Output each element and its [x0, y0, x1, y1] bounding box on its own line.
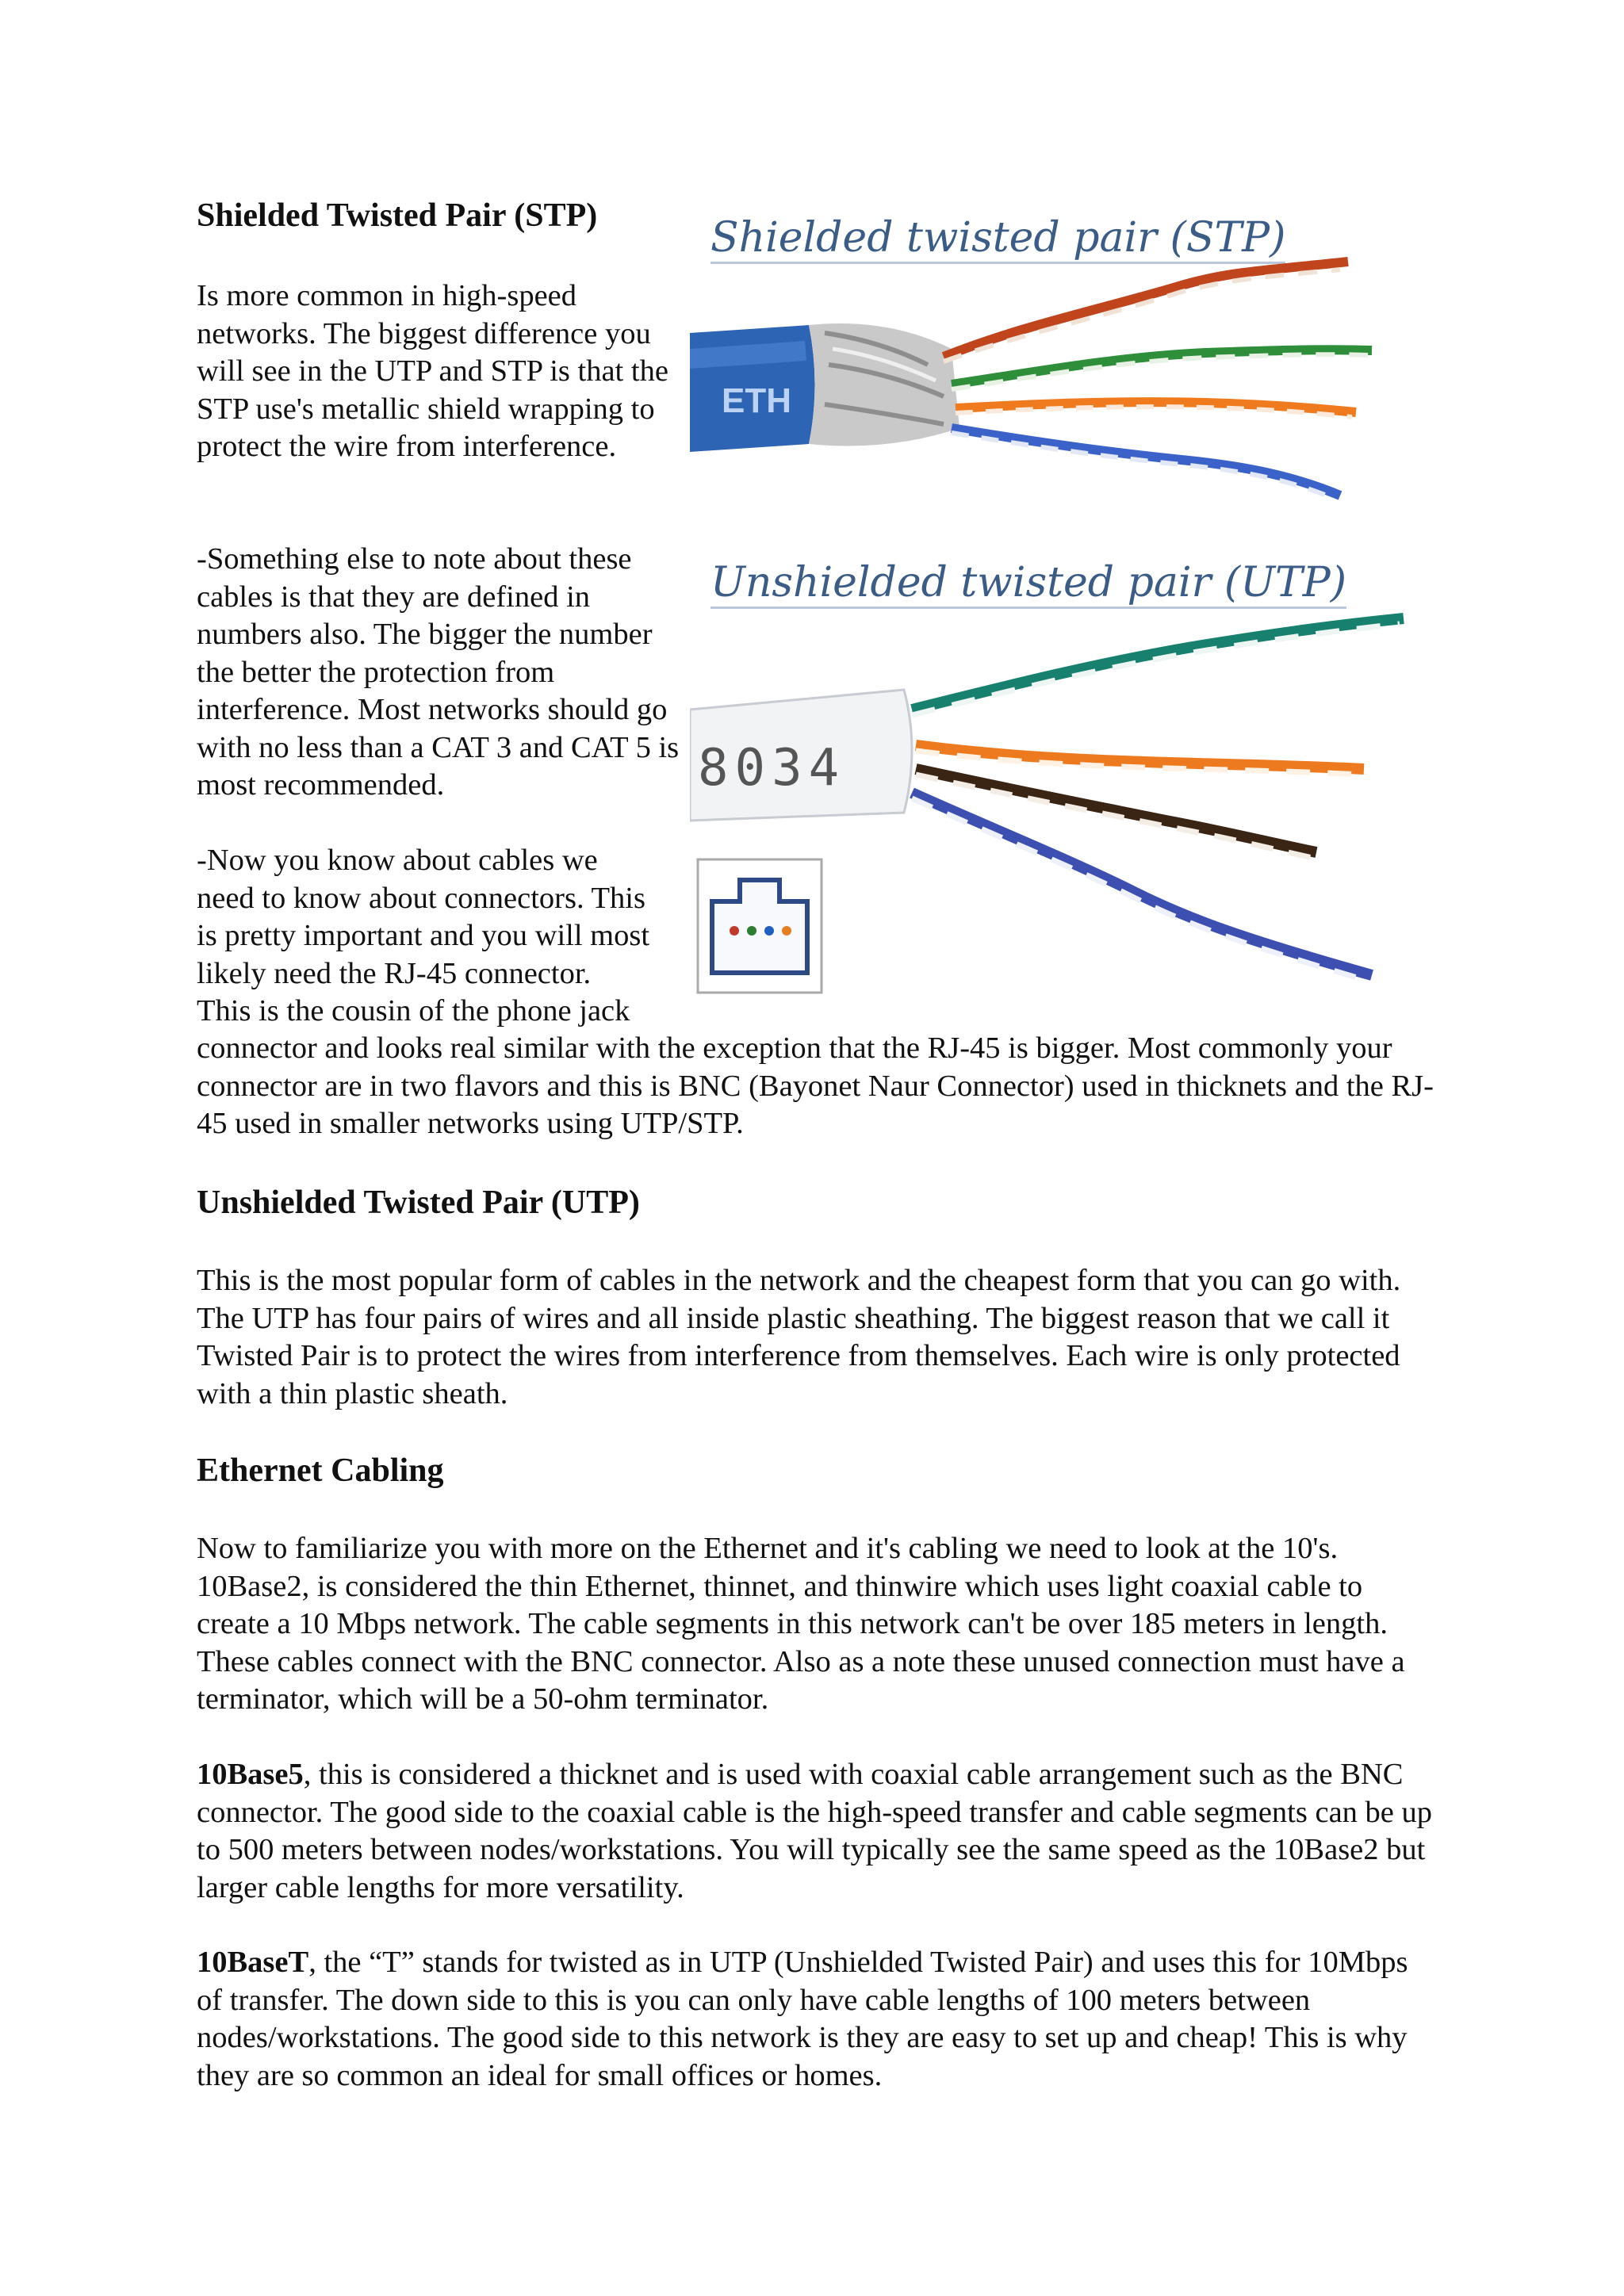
text-line: likely need the RJ-45 connector. — [197, 956, 592, 990]
text-line: This is the cousin of the phone jack — [197, 994, 630, 1027]
utp-jacket-print: 8034 — [698, 739, 846, 798]
10baset-paragraph — [197, 1944, 1434, 2095]
stp-cable-illustration — [690, 214, 1388, 515]
rj45-jack-icon — [696, 858, 823, 994]
10baset-text: , the “T” stands for twisted as in UTP (Unshielded Twisted Pair) and uses this for 10Mbps of transfer. The down side to this is you can only have cable lengths of 100 meters between nodes/workstations. The good side to this network is they are easy to set up and cheap! This is why they are so common an ideal for small offices or homes. — [197, 1946, 1408, 2092]
10base5-text: , this is considered a thicknet and is used with coaxial cable arrangement such as the BNC connector. The good side to the coaxial cable is the high-speed transfer and cable segments can be up to 500 meters between nodes/workstations. You will typically see the same speed as the 10Base2 but larger cable lengths for more versatility. — [197, 1758, 1432, 1904]
connector-paragraph-wrapped-lines — [197, 842, 704, 1031]
stp-paragraph-1: Is more common in high-speed networks. The biggest difference you will see in the UTP and STP is that the STP use's metallic shield wrapping to protect the wire from interference. — [197, 279, 668, 463]
stp-jacket-print: ETH — [722, 381, 791, 420]
utp-paragraph: This is the most popular form of cables in the network and the cheapest form that you can go with. The UTP has four pairs of wires and all inside plastic sheathing. The biggest reason that we call it Twisted Pair is to protect the wires from interference from themselves. Each wire is only protected with a thin plastic sheath. — [197, 1264, 1401, 1410]
stp-figure-label: Shielded twisted pair (STP) — [710, 214, 1285, 264]
10base5-paragraph — [197, 1756, 1434, 1907]
text-line: need to know about connectors. This — [197, 881, 645, 915]
ethernet-paragraph-1: Now to familiarize you with more on the Ethernet and it's cabling we need to look at the 10's. 10Base2, is considered the thin Ethernet, thinnet, and thinwire which uses light coaxial cable to create a 10 Mbps network. The cable segments in this network can't be over 185 meters in length. These cables connect with the BNC connector. Also as a note these unused connection must have a terminator, which will be a 50-ohm terminator. — [197, 1532, 1405, 1716]
utp-figure-label: Unshielded twisted pair (UTP) — [710, 559, 1346, 609]
heading-stp: Shielded Twisted Pair (STP) — [197, 197, 598, 234]
text-line: -Now you know about cables we — [197, 844, 598, 877]
term-10base5: 10Base5 — [197, 1758, 304, 1791]
text-line: is pretty important and you will most — [197, 919, 650, 952]
stp-paragraph-2: -Something else to note about these cables is that they are defined in numbers also. The bigger the number the better the protection from interference. Most networks should go with no less than a CAT 3 and CAT 5 is most recommended. — [197, 542, 680, 802]
rj45-connector-icon — [696, 858, 823, 994]
heading-ethernet: Ethernet Cabling — [197, 1452, 444, 1489]
stp-cable-figure — [690, 214, 1388, 515]
connector-paragraph-continued: connector and looks real similar with the exception that the RJ-45 is bigger. Most commonly your connector are in two flavors and this is BNC (Bayonet Naur Connector) used in thicknets and the RJ-45 used in smaller networks using UTP/STP. — [197, 1031, 1434, 1140]
term-10baset: 10BaseT — [197, 1946, 309, 1979]
heading-utp: Unshielded Twisted Pair (UTP) — [197, 1184, 640, 1221]
